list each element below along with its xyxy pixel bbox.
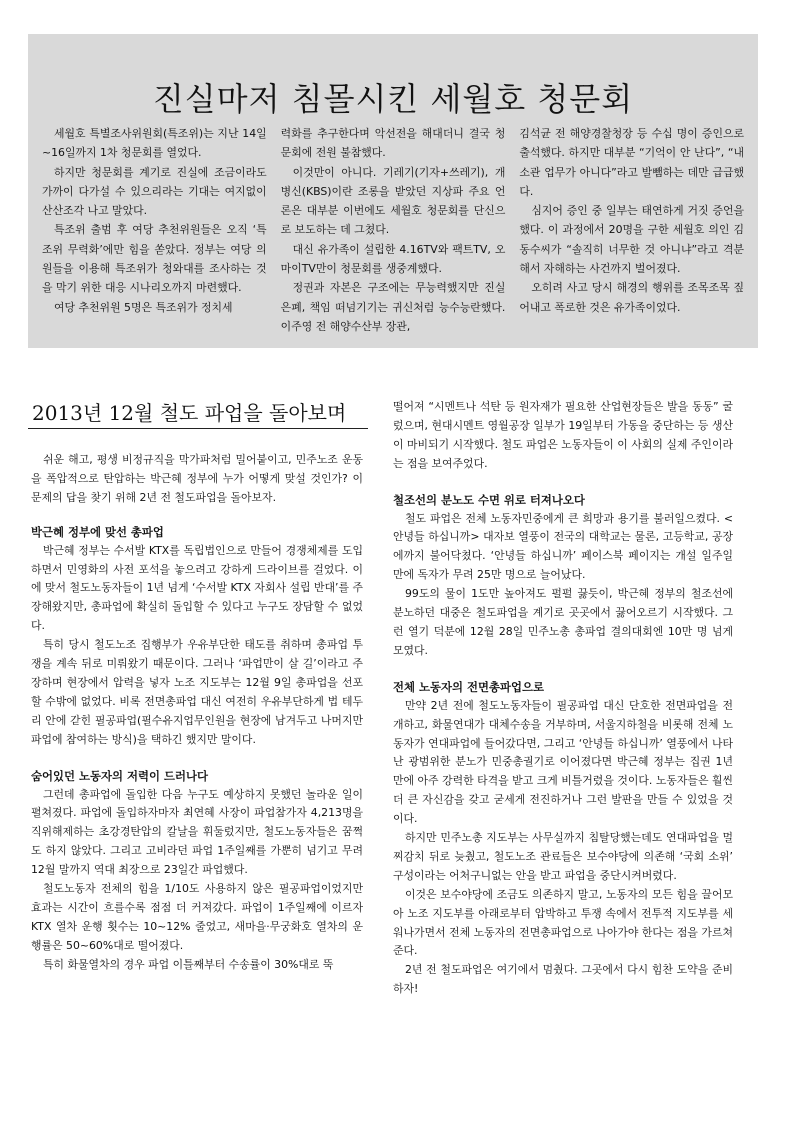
paragraph: 99도의 물이 1도만 높아져도 펄펄 끓듯이, 박근혜 정부의 철조선에 분노하던 대중은 철도파업을 계기로 곳곳에서 끓어오르기 시작했다. 그런 열기 덕분에 12월 28일 민주노총 총파업 결의대회엔 10만 명 넘게 모였다.	[393, 587, 733, 657]
title-divider	[28, 428, 368, 429]
paragraph: 김석균 전 해양경찰청장 등 수십 명이 증인으로 출석했다. 하지만 대부분 “기억이 안 난다”, “내 소관 업무가 아니다”라고 발뺌하는 데만 급급했다.	[519, 127, 745, 198]
sewol-hearing-box	[28, 34, 758, 348]
sewol-col-1	[42, 124, 267, 336]
paragraph: 여당 추천위원 5명은 특조위가 정치세	[54, 300, 233, 314]
paragraph: 특히 화물열차의 경우 파업 이틀째부터 수송률이 30%대로 뚝	[43, 957, 334, 971]
paragraph: 심지어 증인 중 일부는 태연하게 거짓 증언을 했다. 이 과정에서 20명을 구한 세월호 의인 김동수씨가 “솔직히 너무한 것 아니냐”라고 격분해서 자해하는 사건까지 벌어졌다.	[519, 204, 745, 276]
paragraph: 대신 유가족이 설립한 4.16TV와 팩트TV, 오마이TV만이 청문회를 생중계했다.	[280, 242, 506, 276]
paragraph: 력화를 추구한다며 악선전을 해대더니 결국 청문회에 전원 불참했다.	[280, 127, 506, 160]
paragraph: 2년 전 철도파업은 여기에서 멈췄다. 그곳에서 다시 힘찬 도약을 준비하자!	[393, 963, 733, 996]
paragraph: 오히려 사고 당시 해경의 행위를 조목조목 짚어내고 폭로한 것은 유가족이었다.	[519, 281, 745, 314]
paragraph: 이것은 보수야당에 조금도 의존하지 말고, 노동자의 모든 힘을 끌어모아 노조 지도부를 아래로부터 압박하고 투쟁 속에서 전투적 지도부를 세워나가면서 전체 노동자의 전면총파업으로 나아가야 한다는 점을 가르쳐준다.	[393, 887, 733, 958]
article-right-column	[393, 398, 733, 999]
sewol-col-2	[281, 124, 506, 336]
section-heading: 숨어있던 노동자의 저력이 드러나다	[31, 768, 208, 783]
sewol-col-3	[519, 124, 744, 336]
paragraph: 철도노동자 전체의 힘을 1/10도 사용하지 않은 필공파업이었지만 효과는 시간이 흐를수록 점점 더 커져갔다. 파업이 1주일째에 이르자 KTX 열차 운행 횟수는 10~12% 줄었고, 새마을·무궁화호 열차의 운행률은 50~60%대로 떨어졌다.	[31, 882, 363, 952]
paragraph: 철도 파업은 전체 노동자민중에게 큰 희망과 용기를 불러일으켰다. <안녕들 하십니까> 대자보 열풍이 전국의 대학교는 물론, 고등학교, 공장에까지 불어닥쳤다. ‘안녕들 하십니까’ 페이스북 페이지는 개설 일주일 만에 독자가 무려 25만 명으로 늘어났다.	[393, 511, 733, 582]
paragraph: 하지만 청문회를 계기로 진실에 조금이라도 가까이 다가설 수 있으리라는 기대는 여지없이 산산조각 나고 말았다.	[42, 165, 267, 218]
paragraph: 세월호 특별조사위원회(특조위)는 지난 14일~16일까지 1차 청문회를 열었다.	[42, 127, 267, 160]
article-title: 2013년 12월 철도 파업을 돌아보며	[32, 401, 347, 425]
section-heading: 박근혜 정부에 맞선 총파업	[31, 524, 164, 539]
paragraph: 하지만 민주노총 지도부는 사무실까지 침탈당했는데도 연대파업을 멀찌감치 뒤로 늦췄고, 철도노조 관료들은 보수야당에 의존해 ‘국회 소위’ 구성이라는 어처구니없는 안을 받고 파업을 중단시켜버렸다.	[393, 831, 733, 882]
article-left-column	[31, 451, 363, 975]
paragraph: 떨어져 “시멘트나 석탄 등 원자재가 필요한 산업현장들은 발을 동동” 굴렀으며, 현대시멘트 영월공장 일부가 19일부터 가동을 중단하는 등 생산이 마비되기 시작했다. 철도 파업은 노동자들이 이 사회의 실제 주인이라는 점을 보여주었다.	[393, 400, 733, 470]
sewol-hearing-title: 진실마저 침몰시킨 세월호 청문회	[152, 80, 634, 118]
section-heading: 철조선의 분노도 수면 위로 터져나오다	[393, 492, 585, 507]
paragraph: 특조위 출범 후 여당 추천위원들은 오직 ‘특조위 무력화’에만 힘을 쏟았다. 정부는 여당 의원들을 이용해 특조위가 청와대를 조사하는 것을 막기 위한 대응 시나리오까지 마련했다.	[42, 223, 267, 295]
paragraph: 이것만이 아니다. 기레기(기자+쓰레기), 개병신(KBS)이란 조롱을 받았던 지상파 주요 언론은 대부분 이번에도 세월호 청문회를 단신으로 보도하는 데 그쳤다.	[280, 165, 506, 237]
paragraph: 특히 당시 철도노조 집행부가 우유부단한 태도를 취하며 총파업 투쟁을 계속 뒤로 미뤄왔기 때문이다. 그러나 ‘파업만이 살 길’이라고 주장하며 현장에서 압력을 넣자 노조 지도부는 12월 9일 총파업을 선포할 수밖에 없었다. 비록 전면총파업 대신 여전히 우유부단하게 법 테두리 안에 갇힌 필공파업(필수유지업무인원을 현장에 남겨두고 나머지만 파업에 참여하는 방식)을 택하긴 했지만 말이다.	[31, 638, 363, 746]
paragraph: 그런데 총파업에 돌입한 다음 누구도 예상하지 못했던 놀라운 일이 펼쳐졌다. 파업에 돌입하자마자 최연혜 사장이 파업참가자 4,213명을 직위해제하는 초강경탄압의 칼날을 휘둘렀지만, 철도노동자들은 꿈쩍도 하지 않았다. 그리고 고비라던 파업 1주일째를 가뿐히 넘기고 무려 12월 말까지 역대 최장으로 23일간 파업했다.	[31, 787, 363, 877]
paragraph: 정권과 자본은 구조에는 무능력했지만 진실 은폐, 책임 떠넘기기는 귀신처럼 능수능란했다. 이주영 전 해양수산부 장관,	[280, 281, 506, 333]
sewol-hearing-columns	[42, 124, 744, 336]
paragraph: 박근혜 정부는 수서발 KTX를 독립법인으로 만들어 경쟁체제를 도입하면서 민영화의 사전 포석을 놓으려고 강하게 드라이브를 걸었다. 이에 맞서 철도노동자들이 1년 넘게 ‘수서발 KTX 자회사 설립 반대’를 주장해왔지만, 총파업에 확실히 돌입할 수 있다고 누구도 장담할 수 없었다.	[31, 543, 363, 633]
section-heading: 전체 노동자의 전면총파업으로	[393, 679, 544, 694]
article-intro: 쉬운 해고, 평생 비정규직을 막가파처럼 밀어붙이고, 민주노조 운동을 폭압적으로 탄압하는 박근혜 정부에 누가 어떻게 맞설 것인가? 이 문제의 답을 찾기 위해 2년 전 철도파업을 돌아보자.	[31, 453, 363, 504]
paragraph: 만약 2년 전에 철도노동자들이 필공파업 대신 단호한 전면파업을 전개하고, 화물연대가 대체수송을 거부하며, 서울지하철을 비롯해 전체 노동자가 연대파업에 들어갔다면, 그리고 ‘안녕들 하십니까’ 열풍에서 나타난 광범위한 분노가 민중총궐기로 이어졌다면 박근혜 정부는 집권 1년 만에 아주 강력한 타격을 받고 크게 비틀거렸을 것이다. 노동자들은 훨씬 더 큰 자신감을 갖고 굳세게 전진하거나 그런 발판을 만들 수 있었을 것이다.	[393, 698, 733, 826]
